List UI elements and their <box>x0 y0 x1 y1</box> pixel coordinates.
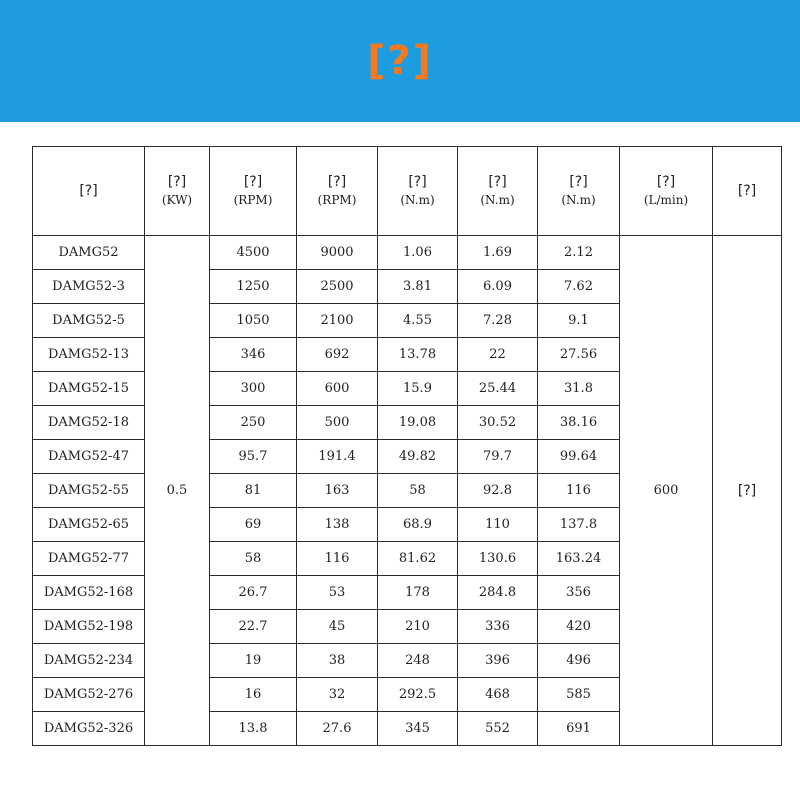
col-header-free-speed <box>297 147 378 236</box>
cell-rated-speed: 81 <box>210 474 297 508</box>
cell-rated-torque: 68.9 <box>378 508 458 542</box>
col-header-unit: (RPM) <box>317 193 357 207</box>
cell-stall-torque: 137.8 <box>538 508 620 542</box>
cell-rated-torque: 19.08 <box>378 406 458 440</box>
cell-rated-torque: 248 <box>378 644 458 678</box>
cell-start-torque: 110 <box>458 508 538 542</box>
col-header-rated-torque <box>378 147 458 236</box>
page-title: [?] <box>367 38 433 84</box>
table-row <box>33 236 782 270</box>
spec-table <box>32 146 782 746</box>
col-header-label: [?] <box>327 174 347 190</box>
cell-model: DAMG52-198 <box>33 610 145 644</box>
cell-start-torque: 336 <box>458 610 538 644</box>
cell-start-torque: 552 <box>458 712 538 746</box>
col-header-unit: (N.m) <box>561 193 596 207</box>
cell-rated-speed: 69 <box>210 508 297 542</box>
cell-stall-torque: 38.16 <box>538 406 620 440</box>
cell-free-speed: 9000 <box>297 236 378 270</box>
cell-free-speed: 38 <box>297 644 378 678</box>
cell-start-torque: 79.7 <box>458 440 538 474</box>
cell-start-torque: 22 <box>458 338 538 372</box>
cell-stall-torque: 496 <box>538 644 620 678</box>
col-header-label: [?] <box>167 174 187 190</box>
cell-model: DAMG52-168 <box>33 576 145 610</box>
cell-rated-speed: 16 <box>210 678 297 712</box>
cell-air-consumption: 600 <box>620 236 713 746</box>
cell-rated-torque: 178 <box>378 576 458 610</box>
col-header-label: [?] <box>243 174 263 190</box>
cell-model: DAMG52-47 <box>33 440 145 474</box>
cell-rated-speed: 58 <box>210 542 297 576</box>
col-header-rated-speed <box>210 147 297 236</box>
col-header-unit: (RPM) <box>233 193 273 207</box>
cell-rated-speed: 300 <box>210 372 297 406</box>
cell-free-speed: 500 <box>297 406 378 440</box>
col-header-power <box>145 147 210 236</box>
cell-free-speed: 27.6 <box>297 712 378 746</box>
cell-stall-torque: 356 <box>538 576 620 610</box>
cell-model: DAMG52-77 <box>33 542 145 576</box>
cell-rated-speed: 95.7 <box>210 440 297 474</box>
cell-model: DAMG52 <box>33 236 145 270</box>
col-header-model <box>33 147 145 236</box>
cell-rated-torque: 3.81 <box>378 270 458 304</box>
cell-model: DAMG52-234 <box>33 644 145 678</box>
cell-start-torque: 468 <box>458 678 538 712</box>
col-header-unit: (N.m) <box>400 193 435 207</box>
col-header-unit: (N.m) <box>480 193 515 207</box>
cell-rated-speed: 346 <box>210 338 297 372</box>
cell-start-torque: 92.8 <box>458 474 538 508</box>
cell-rated-torque: 81.62 <box>378 542 458 576</box>
cell-rated-torque: 49.82 <box>378 440 458 474</box>
cell-start-torque: 30.52 <box>458 406 538 440</box>
cell-free-speed: 45 <box>297 610 378 644</box>
cell-start-torque: 6.09 <box>458 270 538 304</box>
cell-stall-torque: 31.8 <box>538 372 620 406</box>
cell-rated-speed: 250 <box>210 406 297 440</box>
cell-rated-torque: 345 <box>378 712 458 746</box>
cell-stall-torque: 99.64 <box>538 440 620 474</box>
cell-start-torque: 7.28 <box>458 304 538 338</box>
cell-model: DAMG52-326 <box>33 712 145 746</box>
title-banner <box>0 0 800 122</box>
cell-stall-torque: 163.24 <box>538 542 620 576</box>
col-header-air-consumption <box>620 147 713 236</box>
col-header-stall-torque <box>538 147 620 236</box>
cell-rated-speed: 4500 <box>210 236 297 270</box>
cell-model: DAMG52-18 <box>33 406 145 440</box>
cell-model: DAMG52-13 <box>33 338 145 372</box>
cell-rated-torque: 292.5 <box>378 678 458 712</box>
cell-rated-speed: 19 <box>210 644 297 678</box>
cell-free-speed: 191.4 <box>297 440 378 474</box>
cell-rated-speed: 13.8 <box>210 712 297 746</box>
cell-model: DAMG52-276 <box>33 678 145 712</box>
cell-stall-torque: 2.12 <box>538 236 620 270</box>
cell-start-torque: 130.6 <box>458 542 538 576</box>
cell-rated-torque: 58 <box>378 474 458 508</box>
cell-free-speed: 163 <box>297 474 378 508</box>
cell-rated-speed: 26.7 <box>210 576 297 610</box>
cell-stall-torque: 420 <box>538 610 620 644</box>
cell-rated-speed: 1250 <box>210 270 297 304</box>
cell-model: DAMG52-5 <box>33 304 145 338</box>
cell-free-speed: 116 <box>297 542 378 576</box>
cell-model: DAMG52-65 <box>33 508 145 542</box>
col-header-label: [?] <box>488 174 507 190</box>
col-header-start-torque <box>458 147 538 236</box>
cell-stall-torque: 27.56 <box>538 338 620 372</box>
cell-rated-torque: 15.9 <box>378 372 458 406</box>
cell-model: DAMG52-55 <box>33 474 145 508</box>
cell-free-speed: 138 <box>297 508 378 542</box>
col-header-direction <box>713 147 782 236</box>
cell-start-torque: 25.44 <box>458 372 538 406</box>
cell-rated-speed: 1050 <box>210 304 297 338</box>
cell-stall-torque: 691 <box>538 712 620 746</box>
cell-direction: [?] <box>713 236 782 746</box>
cell-stall-torque: 7.62 <box>538 270 620 304</box>
cell-free-speed: 32 <box>297 678 378 712</box>
cell-model: DAMG52-3 <box>33 270 145 304</box>
cell-rated-torque: 4.55 <box>378 304 458 338</box>
cell-free-speed: 2500 <box>297 270 378 304</box>
cell-rated-speed: 22.7 <box>210 610 297 644</box>
cell-free-speed: 2100 <box>297 304 378 338</box>
col-header-unit: (KW) <box>161 193 193 207</box>
cell-free-speed: 692 <box>297 338 378 372</box>
cell-model: DAMG52-15 <box>33 372 145 406</box>
col-header-label: [?] <box>408 174 427 190</box>
cell-free-speed: 53 <box>297 576 378 610</box>
cell-power: 0.5 <box>145 236 210 746</box>
cell-stall-torque: 585 <box>538 678 620 712</box>
cell-stall-torque: 9.1 <box>538 304 620 338</box>
col-header-label: [?] <box>569 174 588 190</box>
cell-start-torque: 1.69 <box>458 236 538 270</box>
cell-rated-torque: 1.06 <box>378 236 458 270</box>
col-header-unit: (L/min) <box>643 193 689 207</box>
cell-start-torque: 396 <box>458 644 538 678</box>
cell-rated-torque: 210 <box>378 610 458 644</box>
cell-stall-torque: 116 <box>538 474 620 508</box>
col-header-label: [?] <box>737 183 757 199</box>
table-body <box>33 236 782 746</box>
col-header-label: [?] <box>656 174 676 190</box>
cell-rated-torque: 13.78 <box>378 338 458 372</box>
table-header-row <box>33 147 782 236</box>
cell-free-speed: 600 <box>297 372 378 406</box>
col-header-label: [?] <box>79 183 98 199</box>
cell-start-torque: 284.8 <box>458 576 538 610</box>
